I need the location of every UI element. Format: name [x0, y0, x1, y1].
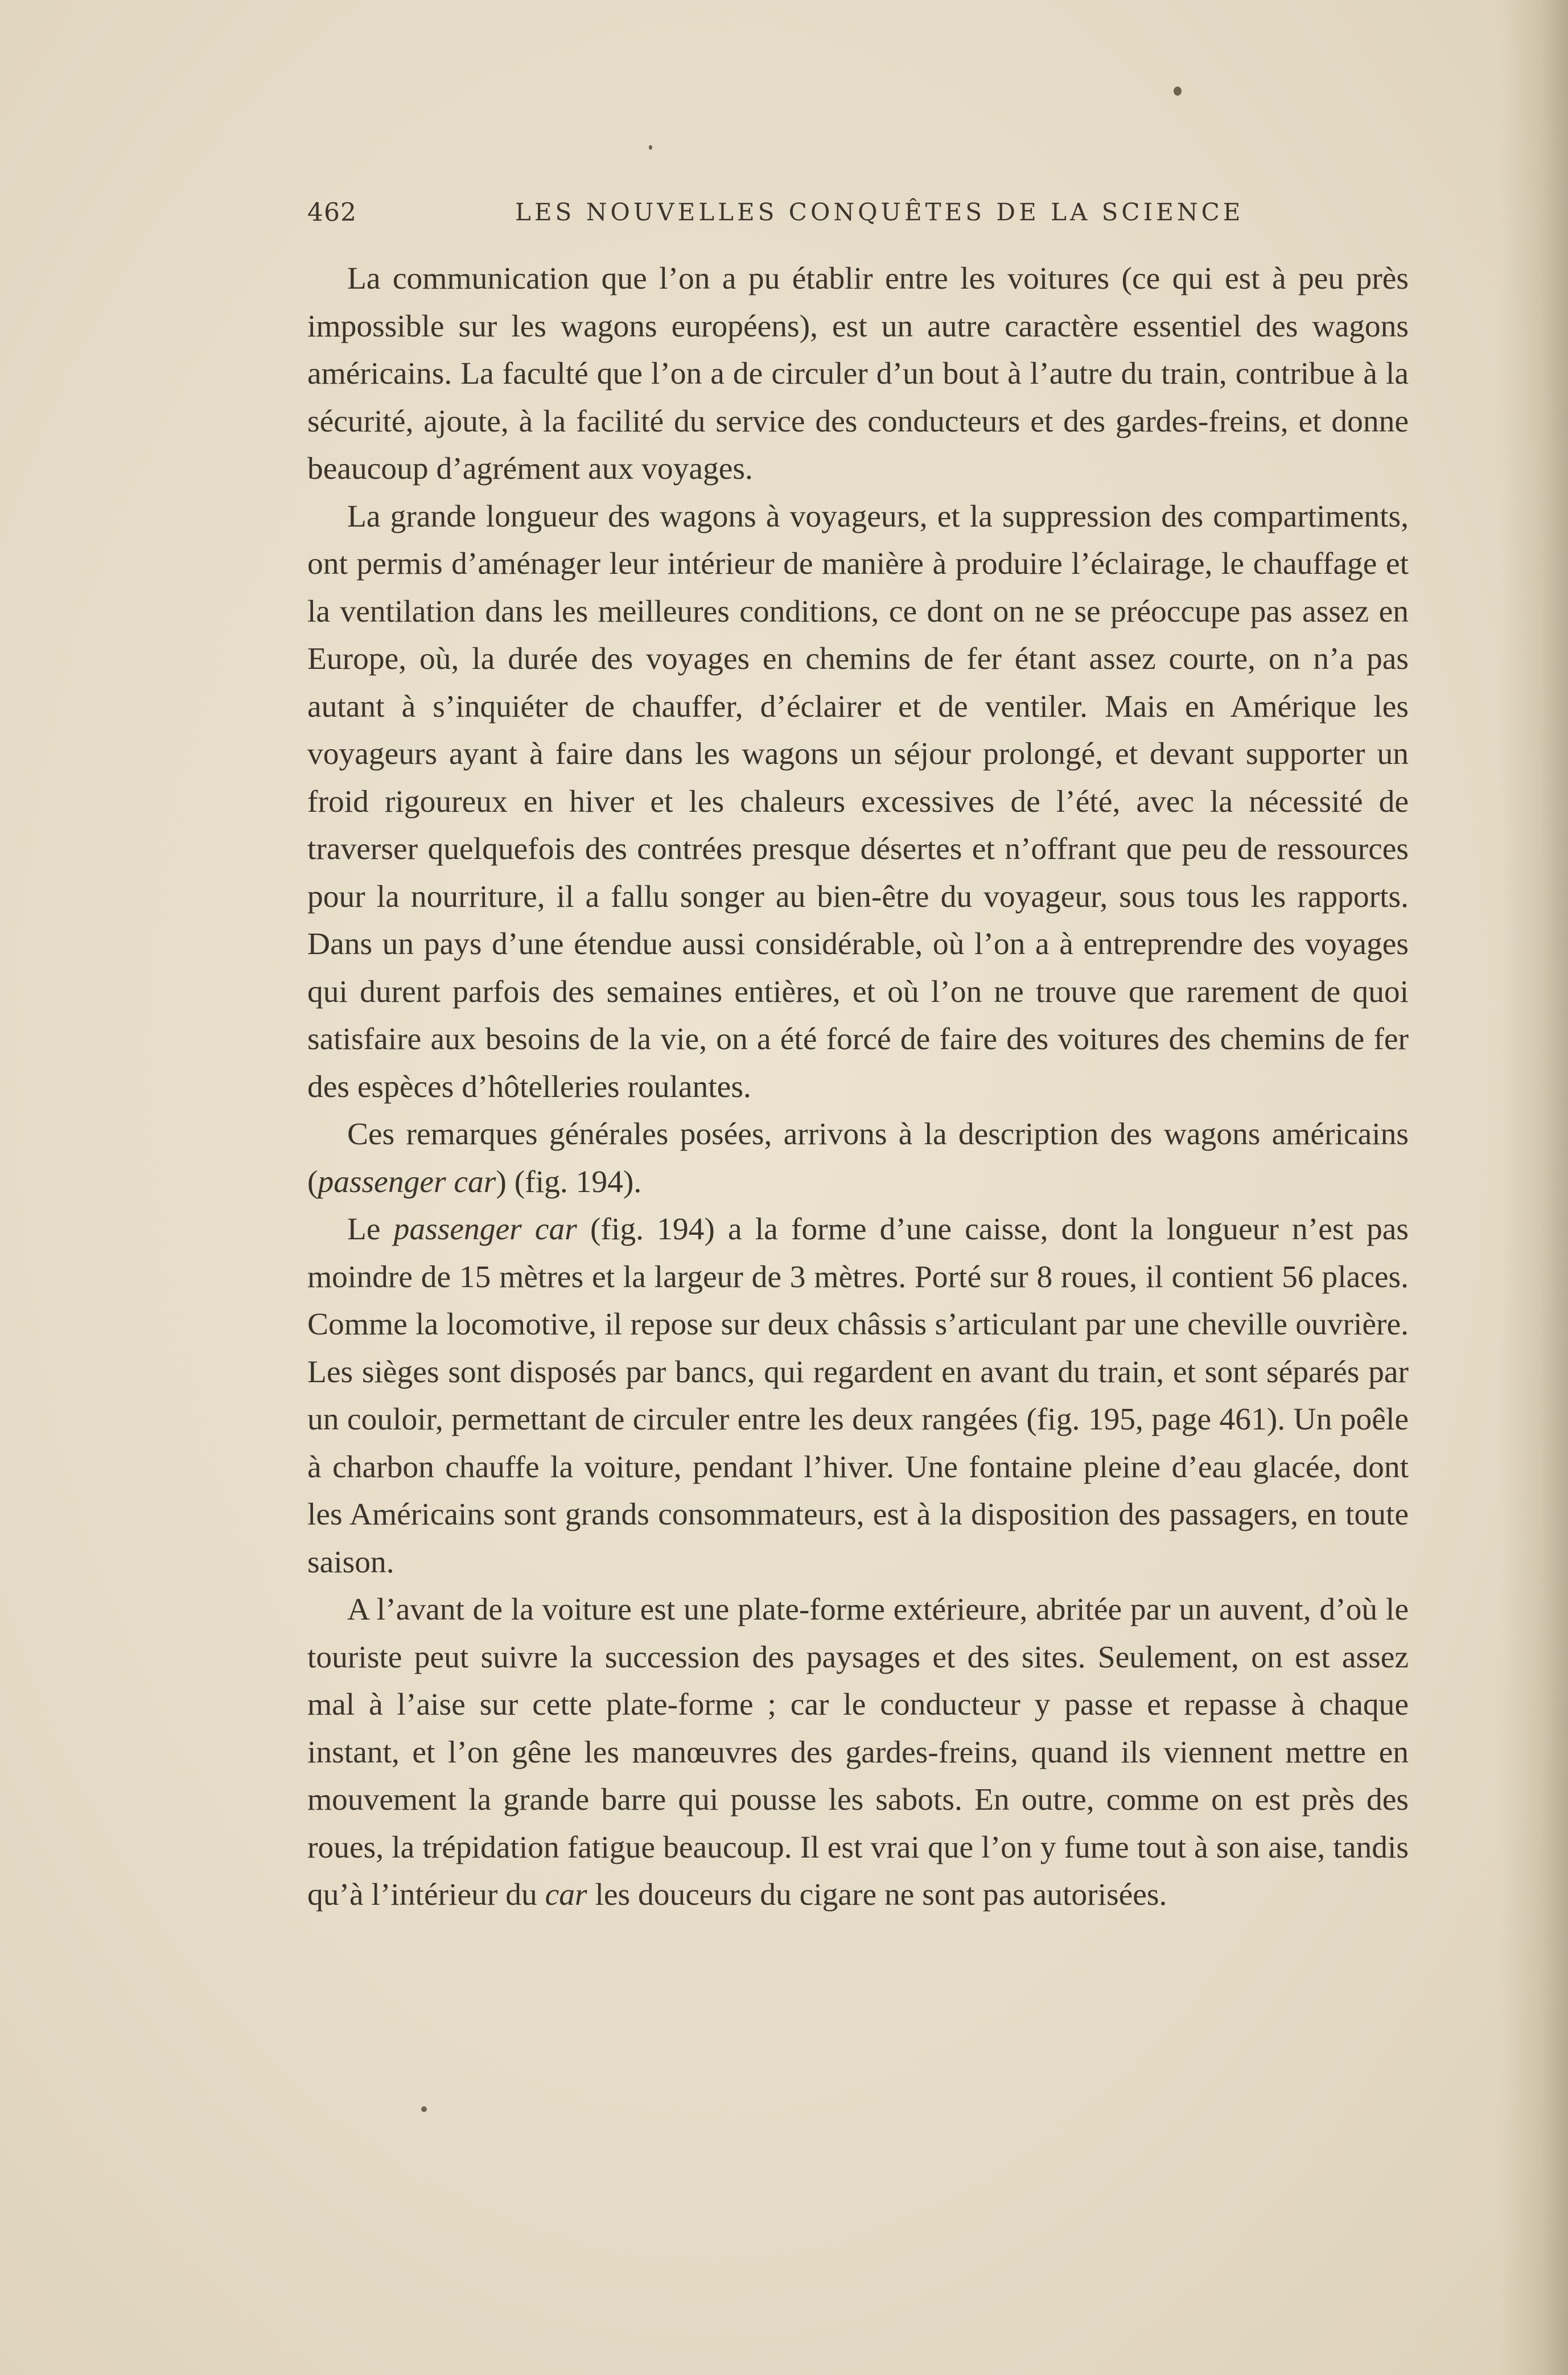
ink-speck — [1174, 87, 1182, 96]
ink-speck — [649, 145, 652, 150]
italic-term: car — [545, 1877, 587, 1912]
page-number: 462 — [307, 198, 357, 227]
paragraph — [307, 1206, 1409, 1586]
paragraph: La grande longueur des wagons à voyageurs, et la suppression des compartiments, ont permis d’aménager leur intérieur de manière à produire l’éclairage, le chauffage et la ventilation dans les meilleures conditions, ce dont on ne se préoccupe pas assez en Europe, où, la durée des voyages en chemins de fer étant assez courte, on n’a pas autant à s’inquiéter de chauffer, d’éclairer et de ventiler. Mais en Amérique les voyageurs ayant à faire dans les wagons un séjour prolongé, et devant supporter un froid rigoureux en hiver et les chaleurs excessives de l’été, avec la nécessité de traverser quelquefois des contrées presque désertes et n’offrant que peu de ressources pour la nourriture, il a fallu songer au bien-être du voyageur, sous tous les rapports. Dans un pays d’une étendue aussi considérable, où l’on a à entreprendre des voyages qui durent parfois des semaines entières, et où l’on ne trouve que rarement de quoi satisfaire aux besoins de la vie, on a été forcé de faire des voitures des chemins de fer des espèces d’hôtelleries roulantes. — [307, 499, 1409, 1104]
body-text — [307, 255, 1409, 1919]
page-spine-shadow — [1500, 0, 1568, 2375]
paragraph-text: (fig. 194) a la forme d’une caisse, dont la longueur n’est pas moindre de 15 mètres et la largeur de 3 mètres. Porté sur 8 roues, il contient 56 places. Comme la locomotive, il repose sur deux châssis s’articulant par une cheville ouvrière. Les sièges sont disposés par bancs, qui regardent en avant du train, et sont séparés par un couloir, permettant de circuler entre les deux rangées (fig. 195, page 461). Un poêle à charbon chauffe la voiture, pendant l’hiver. Une fontaine pleine d’eau glacée, dont les Américains sont grands consommateurs, est à la disposition des passagers, en toute saison. — [307, 1212, 1409, 1580]
paragraph — [307, 1586, 1409, 1919]
paragraph: La communication que l’on a pu établir entre les voitures (ce qui est à peu près impossible sur les wagons européens), est un autre caractère essentiel des wagons américains. La faculté que l’on a de circuler d’un bout à l’autre du train, contribue à la sécurité, ajoute, à la facilité du service des conducteurs et des gardes-freins, et donne beaucoup d’agrément aux voyages. — [307, 261, 1409, 486]
italic-term: passenger car — [318, 1164, 496, 1199]
paragraph-text: les douceurs du cigare ne sont pas autorisées. — [587, 1877, 1167, 1912]
running-title: LES NOUVELLES CONQUÊTES DE LA SCIENCE — [515, 198, 1244, 226]
paragraph-text: Ces remarques générales posées, arrivons à la description des wagons américains ( — [307, 1117, 1409, 1199]
running-header — [0, 198, 1568, 238]
paragraph-text: ) (fig. 194). — [496, 1164, 642, 1199]
ink-speck — [421, 2106, 427, 2112]
paragraph — [307, 1111, 1409, 1206]
paragraph-text: Le — [347, 1212, 394, 1247]
paragraph-text: A l’avant de la voiture est une plate-forme extérieure, abritée par un auvent, d’où le touriste peut suivre la succession des paysages et des sites. Seulement, on est assez mal à l’aise sur cette plate-forme ; car le conducteur y passe et repasse à chaque instant, et l’on gêne les manœuvres des gardes-freins, quand ils viennent mettre en mouvement la grande barre qui pousse les sabots. En outre, comme on est près des roues, la trépidation fatigue beaucoup. Il est vrai que l’on y fume tout à son aise, tandis qu’à l’intérieur du — [307, 1592, 1409, 1912]
italic-term: passenger car — [393, 1212, 577, 1247]
